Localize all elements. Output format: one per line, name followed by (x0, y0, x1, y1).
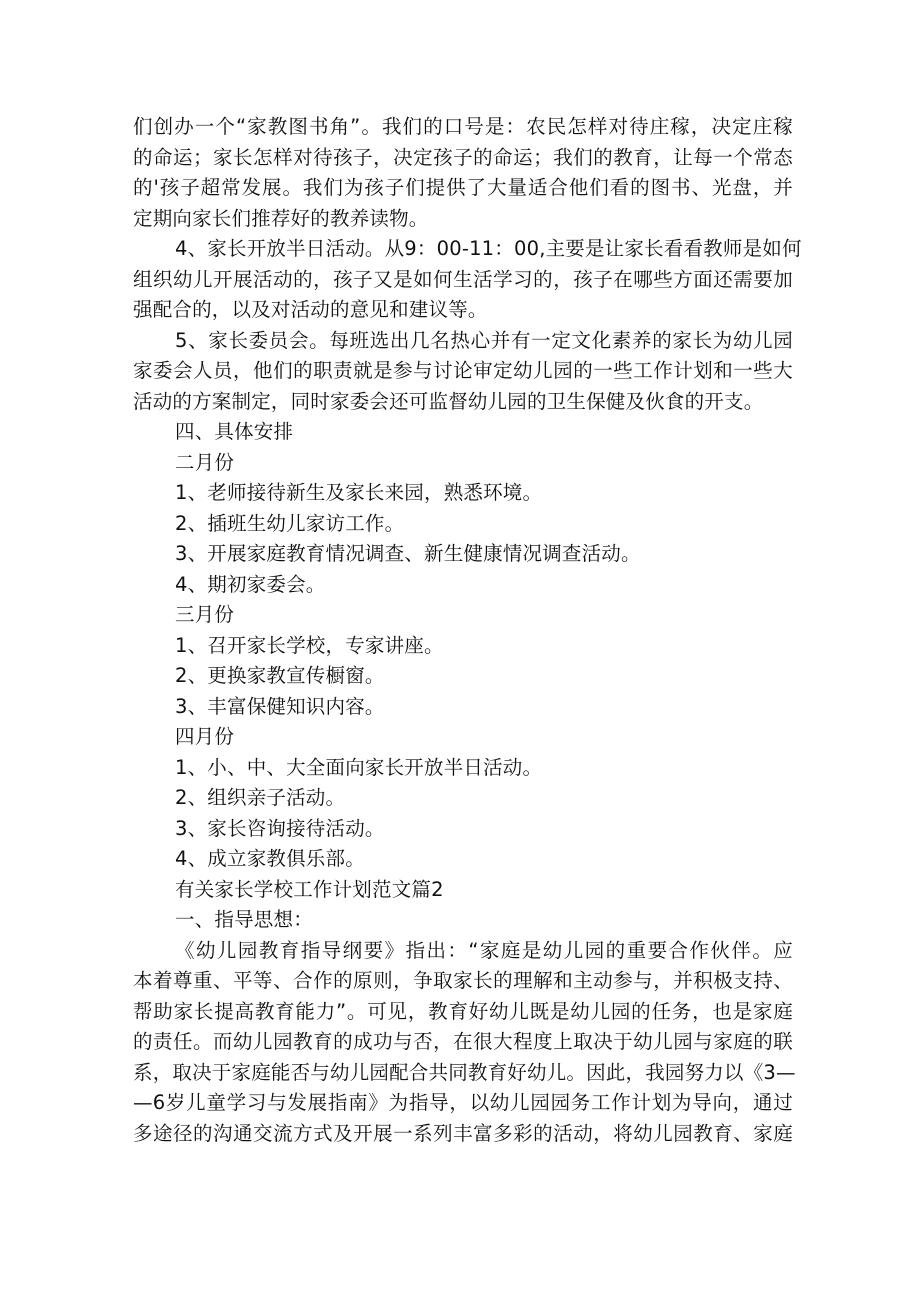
text-line: 的'孩子超常发展。我们为孩子们提供了大量适合他们看的图书、光盘，并 (133, 176, 793, 199)
list-item: 1、小、中、大全面向家长开放半日活动。 (175, 755, 543, 779)
list-item: 2、更换家教宣传橱窗。 (175, 664, 385, 687)
text-line: 《幼儿园教育指导纲要》指出：“家庭是幼儿园的重要合作伙伴。应 (175, 938, 793, 962)
list-item: 4、成立家教俱乐部。 (175, 847, 365, 870)
text-line: 本着尊重、平等、合作的原则，争取家长的理解和主动参与，并积极支持、 (133, 969, 793, 992)
text-line: 活动的方案制定，同时家委会还可监督幼儿园的卫生保健及伙食的开支。 (133, 389, 764, 413)
text-line: 强配合的，以及对活动的意见和建议等。 (133, 298, 488, 321)
article-title: 有关家长学校工作计划范文篇2 (175, 877, 444, 901)
text-line: 4、家长开放半日活动。从9：00-11：00,主要是让家长看看教师是如何 (175, 237, 802, 260)
list-item: 1、召开家长学校，专家讲座。 (175, 633, 444, 657)
text-line: 定期向家长们推荐好的教养读物。 (133, 206, 429, 230)
text-line: 多途径的沟通交流方式及开展一系列丰富多彩的活动，将幼儿园教育、家庭 (133, 1121, 793, 1145)
list-item: 1、老师接待新生及家长来园，熟悉环境。 (175, 481, 543, 504)
text-line: 们创办一个“家教图书角”。我们的口号是：农民怎样对待庄稼，决定庄稼 (133, 115, 793, 138)
list-item: 3、开展家庭教育情况调查、新生健康情况调查活动。 (175, 542, 641, 565)
section-heading: 四、具体安排 (175, 420, 294, 443)
text-line: —6岁儿童学习与发展指南》为指导，以幼儿园园务工作计划为导向，通过 (133, 1091, 793, 1114)
text-line: 组织幼儿开展活动的，孩子又是如何生活学习的，孩子在哪些方面还需要加 (133, 267, 793, 291)
text-line: 的责任。而幼儿园教育的成功与否，在很大程度上取决于幼儿园与家庭的联 (133, 1030, 793, 1053)
list-item: 3、家长咨询接待活动。 (175, 816, 385, 840)
document-body (133, 112, 802, 1149)
month-heading: 三月份 (175, 603, 235, 626)
section-heading: 一、指导思想： (175, 908, 313, 931)
text-line: 5、家长委员会。每班选出几名热心并有一定文化素养的家长为幼儿园 (175, 328, 793, 352)
month-heading: 四月份 (175, 725, 235, 748)
list-item: 3、丰富保健知识内容。 (175, 694, 385, 718)
month-heading: 二月份 (175, 450, 235, 474)
text-line: 家委会人员，他们的职责就是参与讨论审定幼儿园的一些工作计划和一些大 (133, 359, 793, 382)
text-line: 的命运；家长怎样对待孩子，决定孩子的命运；我们的教育，让每一个常态 (133, 145, 793, 169)
list-item: 2、组织亲子活动。 (175, 786, 346, 809)
list-item: 4、期初家委会。 (175, 572, 326, 596)
text-line: 帮助家长提高教育能力”。可见，教育好幼儿既是幼儿园的任务，也是家庭 (133, 999, 793, 1023)
list-item: 2、插班生幼儿家访工作。 (175, 511, 405, 535)
text-line: 系，取决于家庭能否与幼儿园配合共同教育好幼儿。因此，我园努力以《3— (133, 1060, 796, 1084)
